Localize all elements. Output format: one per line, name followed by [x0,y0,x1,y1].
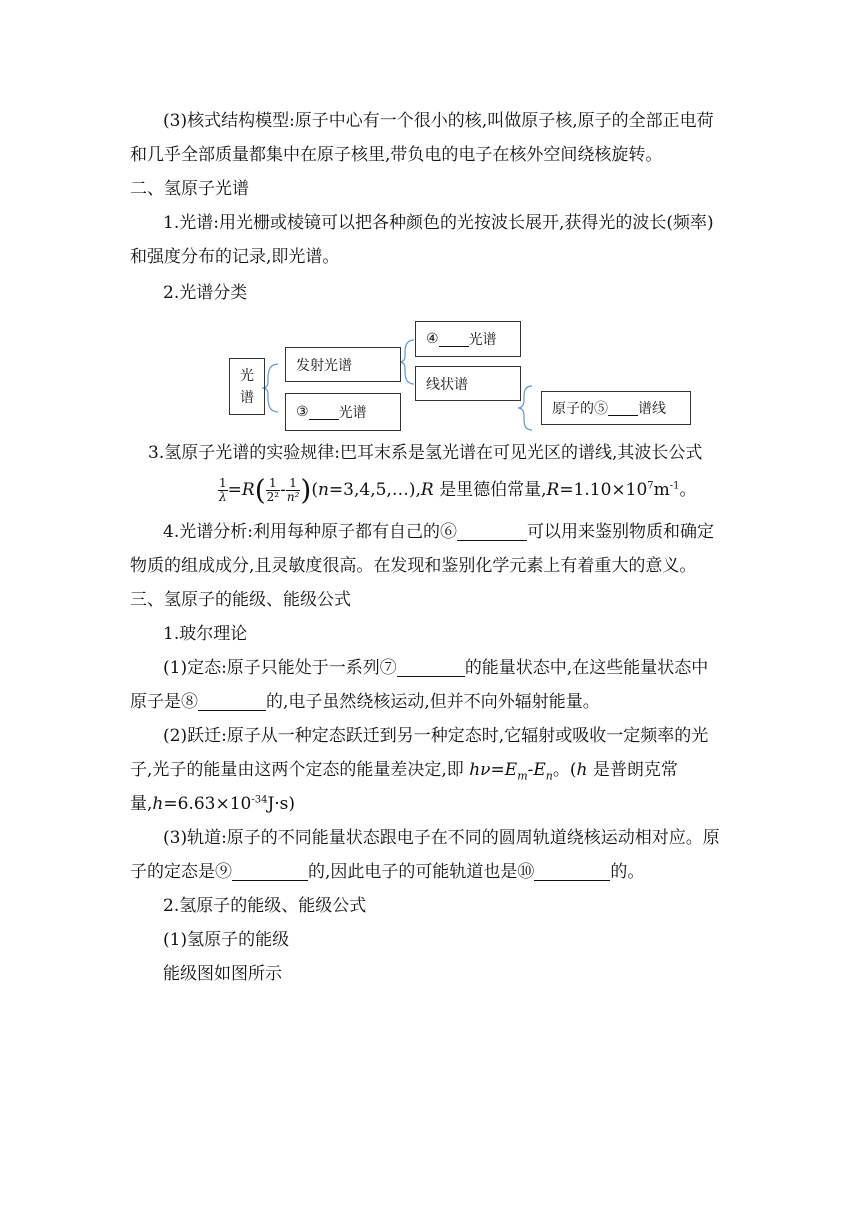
para-spectrum-def-line2: 和强度分布的记录,即光谱。 [130,247,340,267]
box-atomic-characteristic-lines [541,391,691,425]
formula-desc: 是里德伯常量, [433,480,547,500]
blank-mark-3: ③ [296,404,309,420]
heading-spectrum-classification: 2.光谱分类 [163,283,248,303]
blank-3 [309,405,339,420]
blank-9 [232,860,308,881]
blank-mark-4: ④ [426,331,439,347]
box-absorption-spectrum [285,393,401,431]
box-line-spectrum [415,366,521,401]
stationary-pre: (1)定态:原子只能处于一系列⑦ [163,658,397,678]
frac-num: 1 [286,477,301,491]
orbit-mid: 的,因此电子的可能轨道也是⑩ [308,862,535,882]
para-transition-line1: (2)跃迁:原子从一种定态跃迁到另一种定态时,它辐射或吸收一定频率的光 [163,726,709,746]
transition-minus: - [527,760,534,780]
formula-rparen: ) [300,473,312,507]
transition-Em-sub: m [517,769,528,783]
heading-energy-level-formula: 2.氢原子的能级、能级公式 [163,896,367,916]
para-spectrum-def-line1: 1.光谱:用光栅或棱镜可以把各种颜色的光按波长展开,获得光的波长(频率) [163,213,714,233]
box-continuous-spectrum [415,321,521,357]
para-balmer-rule: 3.氢原子光谱的实验规律:巴耳末系是氢光谱在可见光区的谱线,其波长公式 [148,443,703,463]
transition-hv: hν [469,760,491,780]
blank-6 [457,520,527,541]
heading-hydrogen-levels: (1)氢原子的能级 [163,930,290,950]
formula-exp: 7 [647,480,654,492]
transition-l3-exp: -34 [251,794,268,806]
fraction-one-over-nsq [286,477,301,504]
blank-4 [439,332,469,347]
blank-5 [608,401,638,416]
box-spectrum-root [229,358,265,415]
text-level-diagram-caption: 能级图如图所示 [163,964,282,984]
blank-10 [534,860,610,881]
stationary-l2-pre: 原子是⑧ [130,692,198,712]
formula-R: R [241,480,255,500]
fraction-one-over-lambda [218,477,228,504]
formula-R2: R [420,480,434,500]
transition-l3-h: h [152,794,164,814]
frac-den: 2² [266,490,280,504]
spectrum-root-char2: 谱 [240,389,254,406]
transition-En-sub: n [545,769,553,783]
spectrum-root-char1: 光 [240,367,254,384]
transition-eq: = [490,760,505,780]
atomic-lines-suffix: 谱线 [638,401,666,417]
formula-lparen: ( [254,473,266,507]
transition-post1: 。( [552,760,577,780]
transition-Em: E [504,760,518,780]
transition-l3-unit: J·s) [267,794,296,814]
para-spectral-analysis-line2: 物质的组成成分,且灵敏度很高。在发现和鉴别化学元素上有着重大的意义。 [130,556,697,576]
formula-value: =1.10×10 [559,480,648,500]
formula-minus: - [280,480,286,500]
para-orbit-line2 [130,855,730,889]
formula-R3: R [546,480,560,500]
formula-unit-exp: -1 [669,480,680,492]
fraction-one-over-2sq [266,477,280,504]
stationary-l2-post: 的,电子虽然绕核运动,但并不向外辐射能量。 [266,692,600,712]
para-nuclear-model-line2: 和几乎全部质量都集中在原子核里,带负电的电子在核外空间绕核旋转。 [130,145,663,165]
formula-end: 。 [679,480,697,500]
line-spectrum-label: 线状谱 [426,376,468,393]
frac-den: n² [286,490,300,504]
formula-cond-open: ( [311,480,318,500]
transition-post2: 是普朗克常 [587,760,678,780]
para-orbit-line1: (3)轨道:原子的不同能量状态跟电子在不同的圆周轨道绕核运动相对应。原 [163,828,720,848]
orbit-pre: 子的定态是⑨ [130,862,232,882]
balmer-formula [218,470,818,510]
transition-En: E [533,760,546,780]
emission-spectrum-label: 发射光谱 [296,357,352,374]
continuous-spectrum-label: 光谱 [468,332,497,348]
para-spectral-analysis-line1 [163,515,763,549]
frac-num: 1 [266,477,280,491]
formula-unit: m [653,480,670,500]
transition-h: h [576,760,588,780]
frac-num: 1 [219,476,227,490]
transition-l3-pre: 量, [130,794,153,814]
absorption-spectrum-label: 光谱 [338,405,367,421]
para-transition-line3 [130,787,730,821]
formula-cond-rest: =3,4,5,…), [328,480,421,500]
formula-n: n [317,480,329,500]
section-heading-energy-levels: 三、氢原子的能级、能级公式 [130,590,351,610]
blank-7 [397,656,465,677]
heading-bohr-theory: 1.玻尔理论 [163,624,248,644]
analysis-post: 可以用来鉴别物质和确定 [526,522,714,542]
formula-equals: = [227,480,242,500]
para-stationary-line1 [163,651,763,685]
transition-l3-val: =6.63×10 [163,794,252,814]
atomic-lines-prefix: 原子的⑤ [552,401,608,417]
para-nuclear-model-line1: (3)核式结构模型:原子中心有一个很小的核,叫做原子核,原子的全部正电荷 [163,111,714,131]
section-heading-hydrogen-spectrum: 二、氢原子光谱 [130,179,249,199]
blank-8 [198,690,266,711]
para-stationary-line2 [130,685,730,719]
transition-pre: 子,光子的能量由这两个定态的能量差决定,即 [130,760,470,780]
orbit-post: 的。 [610,862,645,882]
frac-den-lambda: λ [219,490,227,504]
box-emission-spectrum [285,347,401,382]
analysis-pre: 4.光谱分析:利用每种原子都有自己的⑥ [163,522,457,542]
stationary-post: 的能量状态中,在这些能量状态中 [464,658,709,678]
